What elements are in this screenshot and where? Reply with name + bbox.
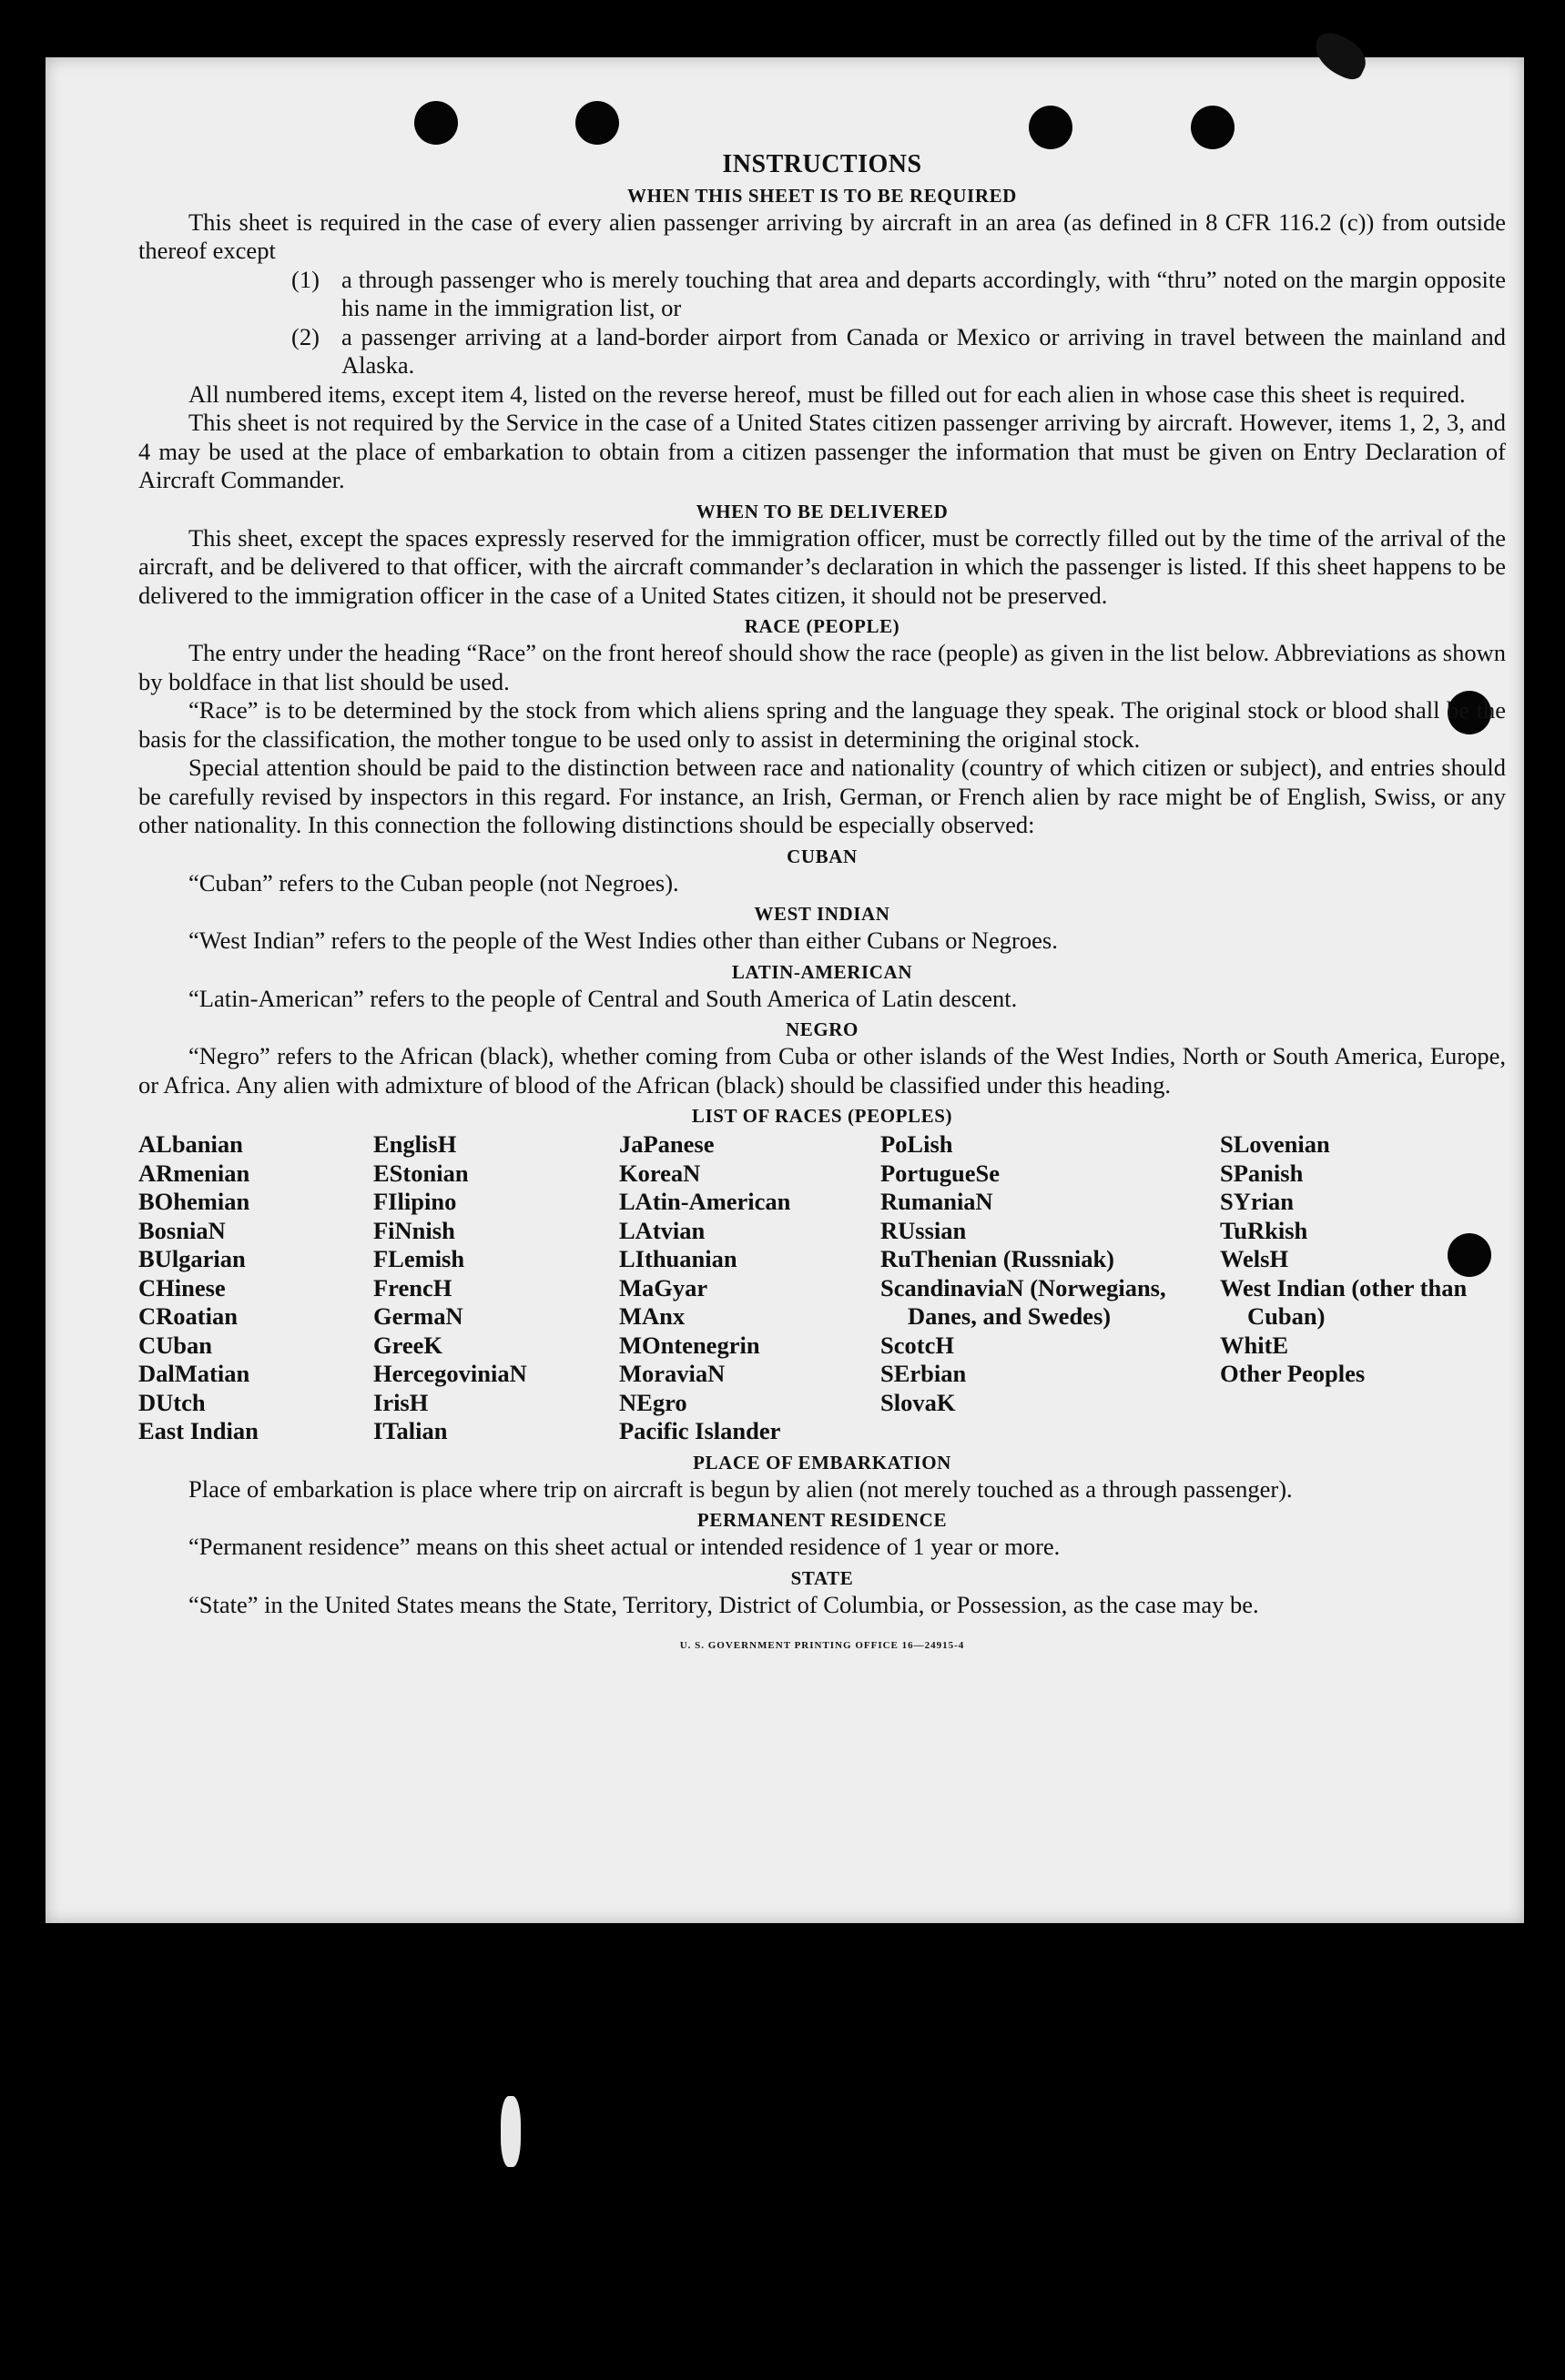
page-title: INSTRUCTIONS — [722, 150, 922, 178]
race-entry: RuThenian (Russniak) — [880, 1245, 1115, 1272]
race-entry: TuRkish — [1220, 1216, 1308, 1244]
race-entry: HercegoviniaN — [373, 1360, 527, 1387]
race-entry: MaGyar — [619, 1273, 708, 1301]
paragraph: This sheet, except the spaces expressly reserved for the immigration officer, must be correctly filled out by the time of the arrival of the aircraft, and be delivered to that officer, with the aircraft commander’s declaration in which the passenger is listed. If this sheet happens to be delivered to the immigration officer in the case of a United States citizen, it should not be preserved. — [138, 523, 1506, 609]
race-entry: FLemish — [373, 1245, 465, 1272]
race-entry: RUssian — [880, 1216, 967, 1244]
race-entry: BUlgarian — [138, 1245, 246, 1272]
paragraph: Place of embarkation is place where trip on aircraft is begun by alien (not merely touched as a through passenger). — [188, 1474, 1293, 1503]
paragraph: “West Indian” refers to the people of the West Indies other than either Cubans or Negroes. — [188, 927, 1058, 954]
section-heading: LATIN-AMERICAN — [731, 960, 913, 983]
section-heading: STATE — [790, 1566, 854, 1589]
race-entry: SLovenian — [1220, 1130, 1330, 1158]
race-entry: Pacific Islander — [619, 1417, 781, 1444]
races-column — [373, 1130, 619, 1446]
race-entry: BOhemian — [138, 1188, 250, 1215]
race-entry: PortugueSe — [880, 1159, 1001, 1187]
item-text: a passenger arriving at a land-border airport from Canada or Mexico or arriving in travel between the mainland and Alaska. — [341, 322, 1506, 379]
race-entry: LIthuanian — [619, 1245, 737, 1272]
document-sheet — [46, 57, 1524, 1923]
paragraph: “Negro” refers to the African (black), whether coming from Cuba or other islands of the West Indies, North or South America, Europe, or Africa. Any alien with admixture of blood of the African (black) should be classified under this heading. — [138, 1042, 1506, 1099]
section-heading: PERMANENT RESIDENCE — [696, 1509, 948, 1531]
race-entry: WelsH — [1220, 1245, 1289, 1272]
paragraph: The entry under the heading “Race” on the front hereof should show the race (people) as given in the list below. Abbreviations as shown by boldface in that list should be used. — [138, 639, 1506, 695]
races-list — [138, 1130, 1506, 1446]
race-entry: Other Peoples — [1220, 1360, 1366, 1387]
race-entry: ARmenian — [138, 1159, 250, 1187]
section-heading: WHEN TO BE DELIVERED — [696, 500, 949, 522]
section-heading: LIST OF RACES (PEOPLES) — [691, 1105, 953, 1127]
item-number: (2) — [291, 322, 320, 350]
section-heading: CUBAN — [787, 845, 858, 867]
paragraph: “Race” is to be determined by the stock from which aliens spring and the language they speak. The original stock or blood shall be the basis for the classification, the mother tongue to be used only to assist in determining the original stock. — [138, 696, 1506, 753]
race-entry: IrisH — [373, 1388, 429, 1416]
race-entry: CHinese — [138, 1273, 226, 1301]
races-column — [138, 1130, 373, 1446]
race-entry: MAnx — [619, 1302, 686, 1330]
paragraph: “Latin-American” refers to the people of Central and South America of Latin descent. — [188, 984, 1018, 1012]
corner-tear — [1307, 27, 1372, 84]
race-entry: CUban — [138, 1331, 213, 1359]
paragraph: This sheet is required in the case of every alien passenger arriving by aircraft in an area (as defined in 8 CFR 116.2 (c)) from outside thereof except — [138, 208, 1506, 264]
list-item — [291, 323, 1506, 380]
race-entry: FIlipino — [373, 1188, 457, 1215]
race-entry: EnglisH — [373, 1130, 457, 1158]
race-entry: ITalian — [373, 1417, 448, 1444]
race-entry: ScandinaviaN (Norwegians, Danes, and Swedes) — [880, 1273, 1166, 1330]
section-heading: NEGRO — [785, 1018, 859, 1040]
race-entry: SPanish — [1220, 1159, 1304, 1187]
races-column — [1220, 1130, 1506, 1446]
paragraph: “Permanent residence” means on this sheet actual or intended residence of 1 year or more. — [188, 1533, 1061, 1560]
race-entry: DUtch — [138, 1388, 206, 1416]
race-entry: GermaN — [373, 1302, 463, 1330]
section-heading: RACE (PEOPLE) — [744, 615, 900, 637]
item-number: (1) — [291, 265, 320, 293]
section-heading: WEST INDIAN — [754, 903, 890, 925]
punch-hole — [414, 101, 458, 145]
race-entry: FrencH — [373, 1273, 452, 1301]
race-entry: MOntenegrin — [619, 1331, 760, 1359]
instructions-body — [138, 150, 1506, 1661]
race-entry: NEgro — [619, 1388, 687, 1416]
race-entry: LAtin-American — [619, 1188, 791, 1215]
race-entry: GreeK — [373, 1331, 443, 1359]
punch-hole — [1191, 106, 1235, 149]
race-entry: SlovaK — [880, 1388, 956, 1416]
race-entry: WhitE — [1220, 1331, 1289, 1359]
races-column — [880, 1130, 1220, 1446]
race-entry: MoraviaN — [619, 1360, 726, 1387]
paragraph: This sheet is not required by the Service in the case of a United States citizen passenger arriving by aircraft. However, items 1, 2, 3, and 4 may be used at the place of embarkation to obtain from a citizen passenger the information that must be given on Entry Declaration of Aircraft Commander. — [138, 409, 1506, 493]
item-text: a through passenger who is merely touching that area and departs accordingly, with “thru” noted on the margin opposite his name in the immigration list, or — [341, 265, 1506, 321]
paragraph: “Cuban” refers to the Cuban people (not Negroes). — [188, 868, 679, 896]
race-entry: RumaniaN — [880, 1188, 993, 1215]
race-entry: LAtvian — [619, 1216, 706, 1244]
scan-artifact — [501, 2096, 521, 2167]
race-entry: ALbanian — [138, 1130, 243, 1158]
race-entry: FiNnish — [373, 1216, 455, 1244]
race-entry: BosniaN — [138, 1216, 226, 1244]
races-column — [619, 1130, 880, 1446]
race-entry: KoreaN — [619, 1159, 701, 1187]
race-entry: DalMatian — [138, 1360, 250, 1387]
race-entry: EStonian — [373, 1159, 469, 1187]
section-heading: WHEN THIS SHEET IS TO BE REQUIRED — [627, 184, 1017, 207]
race-entry: CRoatian — [138, 1302, 238, 1330]
punch-hole — [1029, 106, 1072, 149]
race-entry: SYrian — [1220, 1188, 1294, 1215]
race-entry: East Indian — [138, 1417, 259, 1444]
race-entry: SErbian — [880, 1360, 967, 1387]
list-item — [291, 266, 1506, 323]
paragraph: Special attention should be paid to the distinction between race and nationality (country of which citizen or subject), and entries should be carefully revised by inspectors in this regard. For instance, an Irish, German, or French alien by race might be of English, Swiss, or any other nationality. In this connection the following distinctions should be especially observed: — [138, 754, 1506, 838]
punch-hole — [575, 101, 619, 145]
race-entry: PoLish — [880, 1130, 953, 1158]
race-entry: JaPanese — [619, 1130, 715, 1158]
section-heading: PLACE OF EMBARKATION — [693, 1451, 951, 1474]
printer-imprint: U. S. GOVERNMENT PRINTING OFFICE 16—24915-4 — [679, 1640, 965, 1651]
race-entry: ScotcH — [880, 1331, 954, 1359]
race-entry: West Indian (other than Cuban) — [1220, 1273, 1468, 1330]
paragraph: “State” in the United States means the State, Territory, District of Columbia, or Possession, as the case may be. — [188, 1590, 1259, 1618]
paragraph: All numbered items, except item 4, listed on the reverse hereof, must be filled out for each alien in whose case this sheet is required. — [188, 380, 1466, 408]
